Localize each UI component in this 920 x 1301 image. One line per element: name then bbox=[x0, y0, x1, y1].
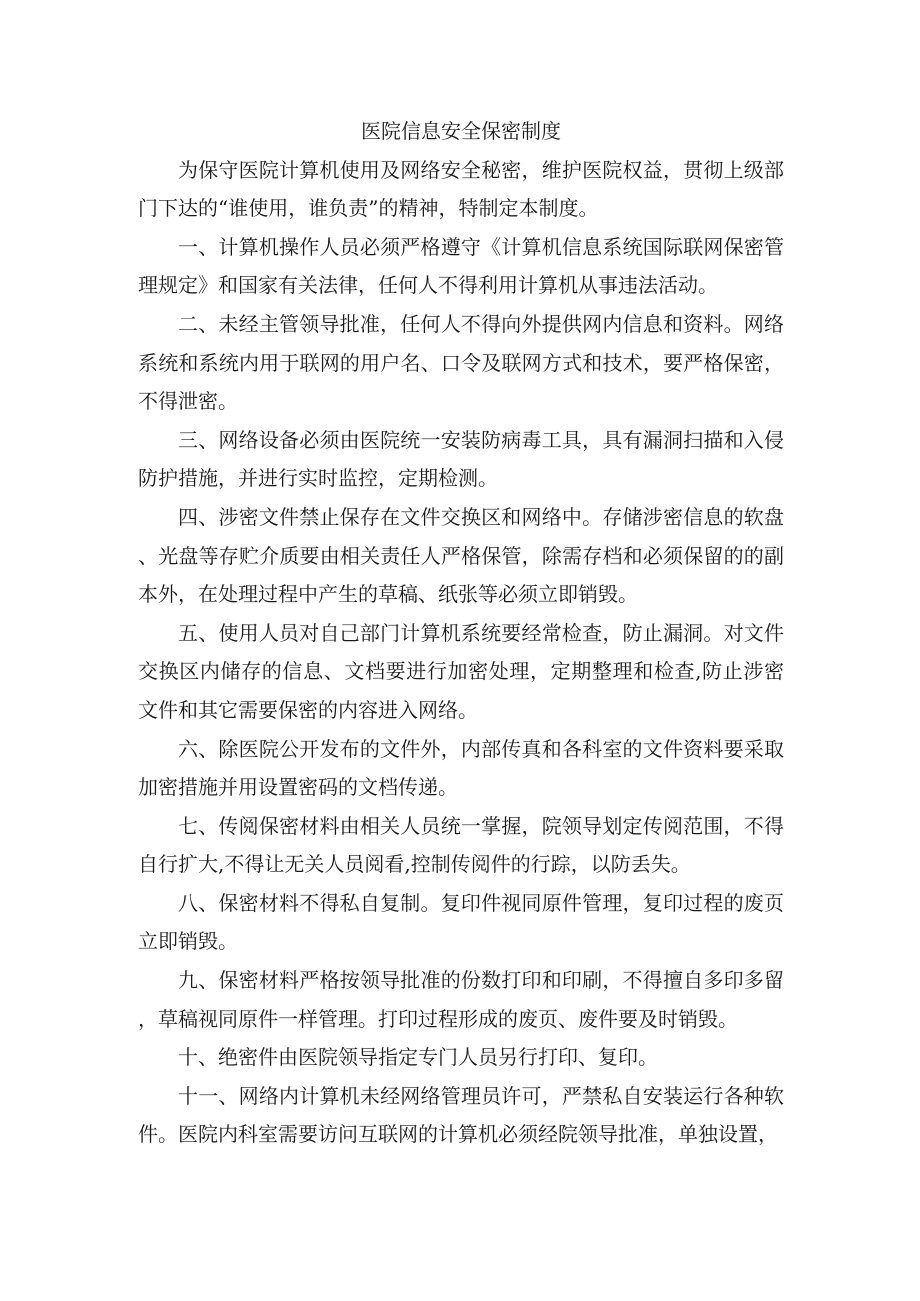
paragraph-1: 一、计算机操作人员必须严格遵守《计算机信息系统国际联网保密管理规定》和国家有关法律，任何人不得利用计算机从事违法活动。 bbox=[138, 234, 784, 298]
paragraph-9: 九、保密材料严格按领导批准的份数打印和印刷，不得擅自多印多留，草稿视同原件一样管理。打印过程形成的废页、废件要及时销毁。 bbox=[138, 968, 784, 1031]
paragraph-2: 二、未经主管领导批准，任何人不得向外提供网内信息和资料。网络系统和系统内用于联网的用户名、口令及联网方式和技术，要严格保密，不得泄密。 bbox=[138, 311, 784, 414]
paragraph-3: 三、网络设备必须由医院统一安装防病毒工具，具有漏洞扫描和入侵防护措施，并进行实时监控，定期检测。 bbox=[138, 427, 784, 491]
paragraph-6: 六、除医院公开发布的文件外，内部传真和各科室的文件资料要采取加密措施并用设置密码的文档传递。 bbox=[138, 736, 784, 800]
paragraph-10: 十、绝密件由医院领导指定专门人员另行打印、复印。 bbox=[178, 1045, 658, 1070]
paragraph-8: 八、保密材料不得私自复制。复印件视同原件管理，复印过程的废页立即销毁。 bbox=[138, 890, 784, 954]
document-title: 医院信息安全保密制度 bbox=[361, 119, 561, 143]
paragraph-11: 十一、网络内计算机未经网络管理员许可，严禁私自安装运行各种软件。医院内科室需要访问互联网的计算机必须经院领导批准，单独设置， bbox=[138, 1083, 784, 1147]
document-body bbox=[138, 112, 784, 1154]
paragraph-5: 五、使用人员对自己部门计算机系统要经常检查，防止漏洞。对文件交换区内储存的信息、文档要进行加密处理，定期整理和检查,防止涉密文件和其它需要保密的内容进入网络。 bbox=[138, 620, 784, 722]
paragraph-intro: 为保守医院计算机使用及网络安全秘密，维护医院权益，贯彻上级部门下达的“谁使用，谁负责”的精神，特制定本制度。 bbox=[138, 157, 784, 221]
paragraph-4: 四、涉密文件禁止保存在文件交换区和网络中。存储涉密信息的软盘、光盘等存贮介质要由相关责任人严格保管，除需存档和必须保留的的副本外，在处理过程中产生的草稿、纸张等必须立即销毁。 bbox=[138, 504, 784, 607]
paragraph-7: 七、传阅保密材料由相关人员统一掌握，院领导划定传阅范围，不得自行扩大,不得让无关人员阅看,控制传阅件的行踪，以防丢失。 bbox=[138, 813, 784, 877]
